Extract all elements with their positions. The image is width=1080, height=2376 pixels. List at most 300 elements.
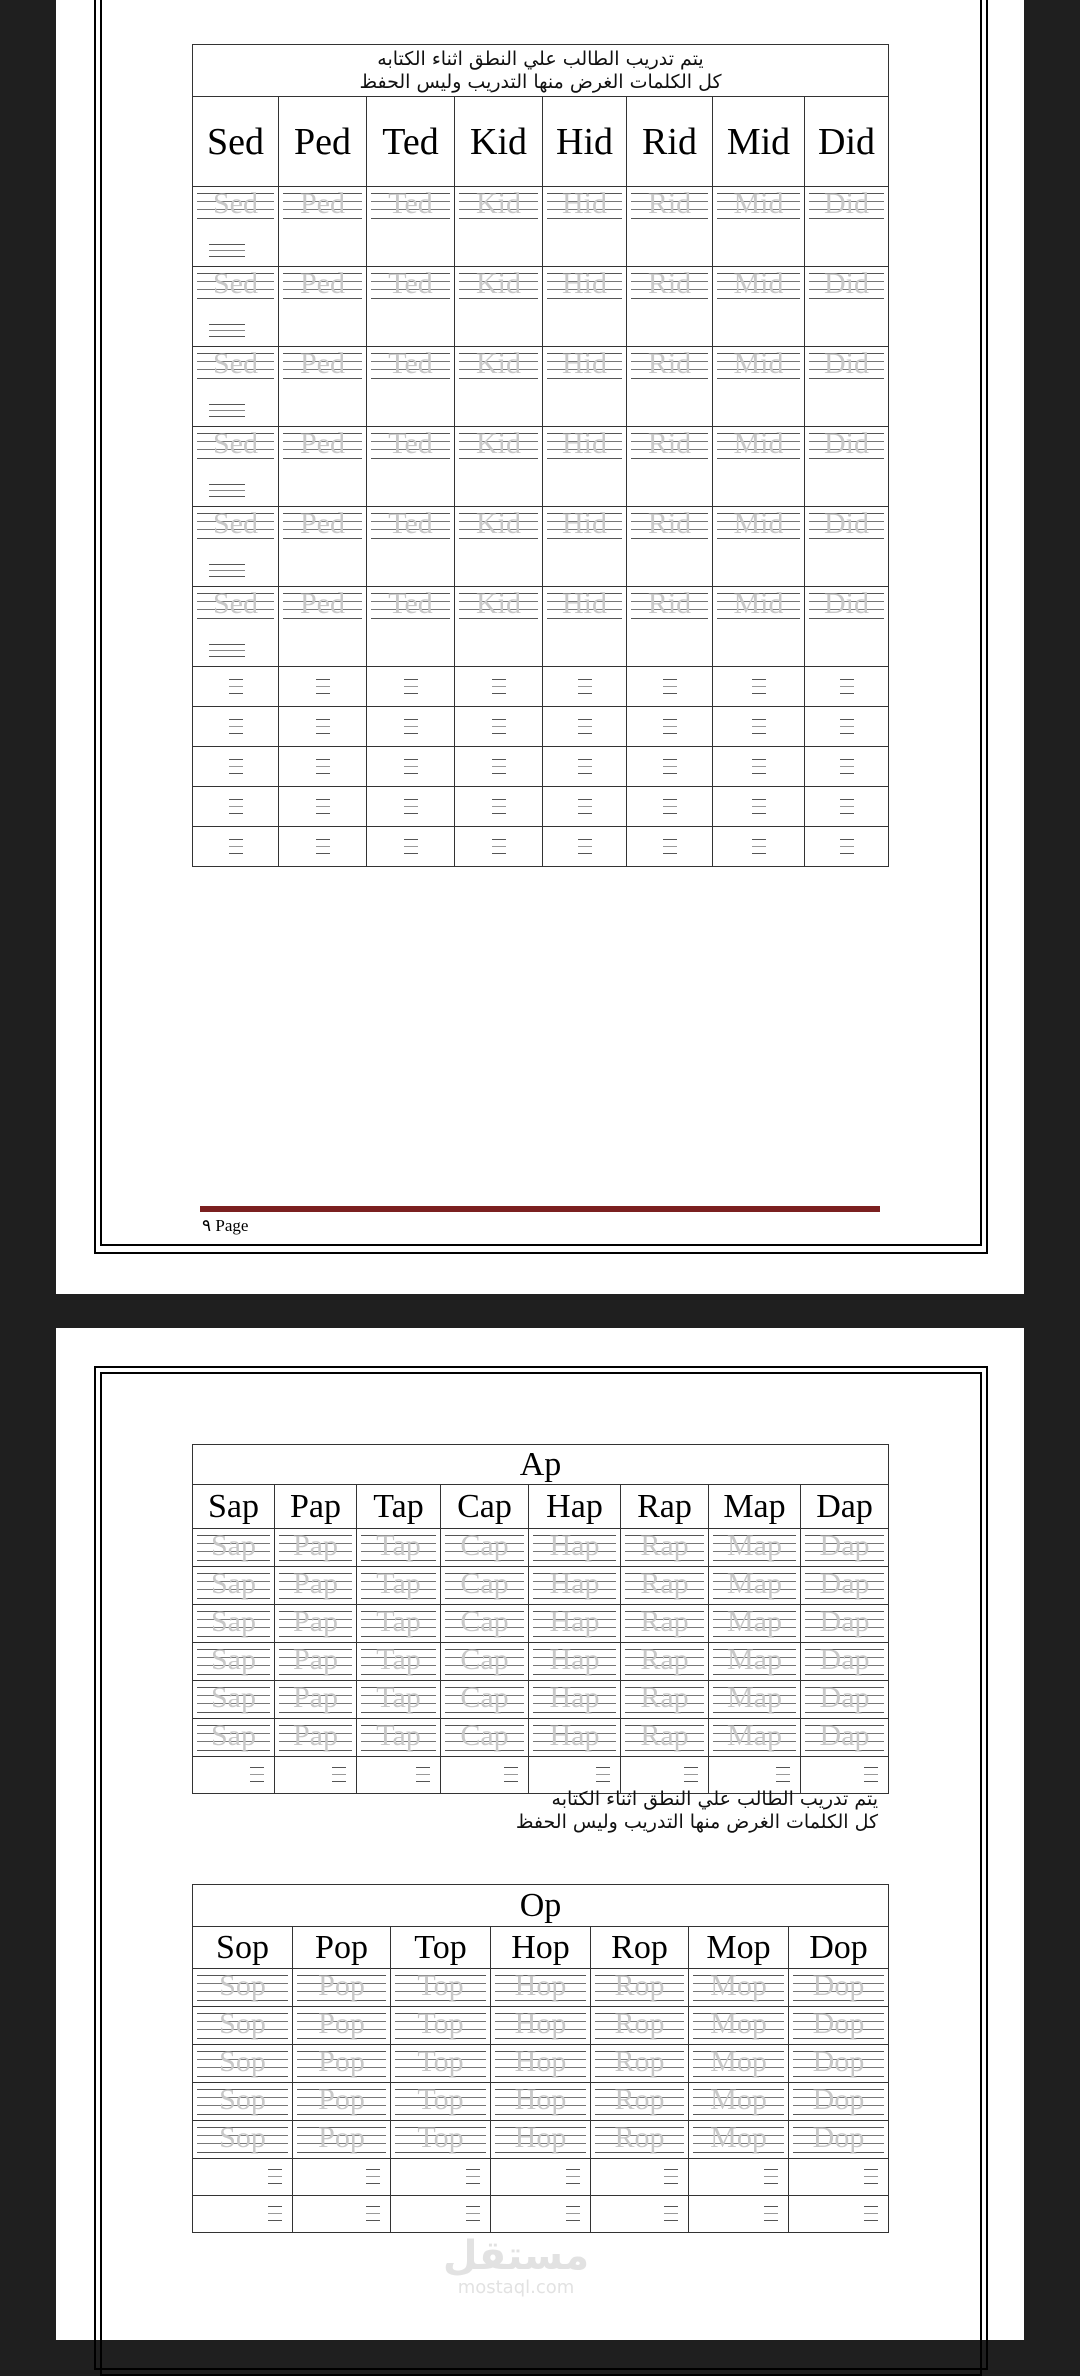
trace-word: Sop: [219, 2007, 266, 2040]
trace-cell[interactable]: [621, 1605, 708, 1642]
trace-word: Tap: [376, 1605, 421, 1638]
trace-cell[interactable]: [193, 587, 278, 666]
trace-cell[interactable]: [491, 2045, 590, 2082]
handwriting-guide-lines: [664, 2169, 678, 2185]
trace-cell[interactable]: [713, 187, 804, 266]
trace-cell[interactable]: [529, 1643, 620, 1680]
blank-practice-cell[interactable]: [455, 747, 542, 786]
trace-cell[interactable]: [293, 2007, 390, 2044]
blank-practice-cell[interactable]: [455, 827, 542, 866]
blank-practice-cell[interactable]: [367, 827, 454, 866]
trace-cell[interactable]: [367, 187, 454, 266]
blank-practice-cell[interactable]: [543, 787, 626, 826]
trace-cell[interactable]: [391, 1969, 490, 2006]
trace-word: Pop: [318, 2045, 365, 2078]
trace-word: Rap: [640, 1605, 689, 1638]
trace-cell[interactable]: [689, 2007, 788, 2044]
handwriting-guide-lines: [864, 1767, 878, 1783]
trace-cell[interactable]: [455, 347, 542, 426]
trace-cell[interactable]: [491, 2083, 590, 2120]
blank-practice-cell[interactable]: [591, 2196, 688, 2232]
trace-word: Sap: [211, 1605, 256, 1638]
blank-practice-cell[interactable]: [367, 667, 454, 706]
blank-practice-cell[interactable]: [789, 2159, 888, 2195]
trace-word: Hid: [562, 587, 607, 620]
blank-practice-cell[interactable]: [455, 707, 542, 746]
header-word-sed: Sed: [193, 97, 279, 187]
trace-cell[interactable]: [529, 1605, 620, 1642]
handwriting-guide-lines: [864, 2169, 878, 2185]
trace-row: [193, 1643, 889, 1681]
trace-cell[interactable]: [621, 1529, 708, 1566]
blank-practice-row: [193, 747, 889, 787]
document-page-10: [56, 1328, 1024, 2340]
trace-row: [193, 1681, 889, 1719]
handwriting-guide-lines: [752, 759, 766, 775]
trace-cell[interactable]: [455, 267, 542, 346]
trace-cell[interactable]: [689, 2083, 788, 2120]
trace-cell[interactable]: [709, 1529, 800, 1566]
blank-practice-cell[interactable]: [367, 747, 454, 786]
trace-cell[interactable]: [441, 1719, 528, 1756]
trace-cell[interactable]: [367, 507, 454, 586]
trace-word: Pop: [318, 1969, 365, 2002]
handwriting-guide-lines: [752, 799, 766, 815]
trace-cell[interactable]: [543, 507, 626, 586]
blank-practice-cell[interactable]: [713, 787, 804, 826]
trace-word: Cap: [460, 1567, 509, 1600]
trace-word: Sop: [219, 1969, 266, 2002]
trace-cell[interactable]: [801, 1643, 888, 1680]
handwriting-guide-lines: [466, 2206, 480, 2222]
header-word-top: Top: [391, 1927, 491, 1969]
blank-practice-cell[interactable]: [193, 707, 278, 746]
instruction-line-1: يتم تدريب الطالب علي النطق اثناء الكتابه: [551, 1788, 878, 1810]
trace-cell[interactable]: [441, 1567, 528, 1604]
trace-cell[interactable]: [621, 1643, 708, 1680]
trace-cell[interactable]: [367, 427, 454, 506]
header-word-hid: Hid: [543, 97, 627, 187]
trace-cell[interactable]: [275, 1567, 356, 1604]
trace-cell[interactable]: [193, 1969, 292, 2006]
watermark-arabic: مستقل: [442, 2233, 590, 2279]
trace-word: Kid: [476, 507, 521, 540]
trace-cell[interactable]: [805, 267, 888, 346]
handwriting-guide-lines: [764, 2206, 778, 2222]
trace-cell[interactable]: [391, 2121, 490, 2158]
trace-row: [193, 267, 889, 347]
trace-cell[interactable]: [627, 587, 712, 666]
blank-practice-cell[interactable]: [491, 2196, 590, 2232]
handwriting-guide-lines: [229, 839, 243, 855]
trace-cell[interactable]: [689, 2121, 788, 2158]
trace-word: Tap: [376, 1529, 421, 1562]
trace-cell[interactable]: [713, 347, 804, 426]
trace-cell[interactable]: [801, 1605, 888, 1642]
blank-practice-cell[interactable]: [367, 787, 454, 826]
trace-cell[interactable]: [689, 1969, 788, 2006]
trace-word: Ted: [388, 427, 433, 460]
trace-cell[interactable]: [591, 2083, 688, 2120]
blank-practice-row: [193, 707, 889, 747]
blank-practice-cell[interactable]: [713, 827, 804, 866]
blank-practice-cell[interactable]: [805, 667, 888, 706]
trace-cell[interactable]: [193, 507, 278, 586]
trace-cell[interactable]: [275, 1681, 356, 1718]
trace-cell[interactable]: [543, 187, 626, 266]
trace-cell[interactable]: [713, 267, 804, 346]
trace-cell[interactable]: [441, 1681, 528, 1718]
word-header-row: [193, 97, 889, 187]
handwriting-guide-lines: [209, 644, 245, 662]
trace-cell[interactable]: [357, 1605, 440, 1642]
blank-practice-cell[interactable]: [193, 747, 278, 786]
trace-word: Map: [727, 1605, 782, 1638]
handwriting-guide-lines: [492, 759, 506, 775]
trace-cell[interactable]: [543, 267, 626, 346]
trace-cell[interactable]: [293, 2083, 390, 2120]
trace-cell[interactable]: [709, 1681, 800, 1718]
trace-word: Dap: [819, 1567, 870, 1600]
trace-word: Hid: [562, 507, 607, 540]
blank-practice-cell[interactable]: [279, 747, 366, 786]
trace-cell[interactable]: [801, 1681, 888, 1718]
header-word-pop: Pop: [293, 1927, 391, 1969]
trace-cell[interactable]: [627, 187, 712, 266]
trace-cell[interactable]: [193, 2121, 292, 2158]
trace-word: Ped: [300, 507, 345, 540]
trace-cell[interactable]: [491, 2007, 590, 2044]
blank-practice-cell[interactable]: [805, 707, 888, 746]
trace-cell[interactable]: [627, 507, 712, 586]
trace-cell[interactable]: [713, 427, 804, 506]
trace-cell[interactable]: [193, 1643, 274, 1680]
trace-cell[interactable]: [293, 2121, 390, 2158]
blank-practice-cell[interactable]: [627, 827, 712, 866]
handwriting-guide-lines: [684, 1767, 698, 1783]
trace-cell[interactable]: [529, 1719, 620, 1756]
handwriting-guide-lines: [504, 1767, 518, 1783]
trace-row: [193, 1719, 889, 1757]
blank-practice-cell[interactable]: [491, 2159, 590, 2195]
blank-practice-cell[interactable]: [789, 2196, 888, 2232]
trace-cell[interactable]: [357, 1529, 440, 1566]
trace-cell[interactable]: [591, 2045, 688, 2082]
blank-practice-cell[interactable]: [627, 707, 712, 746]
trace-cell[interactable]: [805, 187, 888, 266]
blank-practice-cell[interactable]: [279, 827, 366, 866]
trace-word: Ted: [388, 587, 433, 620]
trace-cell[interactable]: [529, 1567, 620, 1604]
blank-practice-cell[interactable]: [367, 707, 454, 746]
trace-cell[interactable]: [279, 587, 366, 666]
header-word-cap: Cap: [441, 1485, 529, 1529]
trace-word: Rid: [647, 587, 692, 620]
trace-word: Mid: [733, 347, 784, 380]
trace-cell[interactable]: [293, 2045, 390, 2082]
blank-practice-cell[interactable]: [543, 667, 626, 706]
blank-practice-cell[interactable]: [627, 787, 712, 826]
blank-practice-cell[interactable]: [193, 827, 278, 866]
blank-practice-cell[interactable]: [293, 2196, 390, 2232]
trace-word: Pap: [293, 1719, 338, 1752]
trace-cell[interactable]: [789, 2007, 888, 2044]
trace-cell[interactable]: [591, 2121, 688, 2158]
blank-practice-cell[interactable]: [627, 747, 712, 786]
blank-practice-cell[interactable]: [193, 2159, 292, 2195]
handwriting-guide-lines: [578, 719, 592, 735]
trace-cell[interactable]: [689, 2045, 788, 2082]
trace-cell[interactable]: [367, 587, 454, 666]
trace-word: Hap: [549, 1681, 600, 1714]
trace-cell[interactable]: [293, 1969, 390, 2006]
trace-word: Cap: [460, 1719, 509, 1752]
trace-word: Hop: [514, 2083, 567, 2116]
blank-practice-cell[interactable]: [293, 2159, 390, 2195]
trace-cell[interactable]: [391, 2007, 490, 2044]
trace-word: Map: [727, 1643, 782, 1676]
blank-practice-cell[interactable]: [193, 667, 278, 706]
trace-cell[interactable]: [805, 427, 888, 506]
blank-practice-cell[interactable]: [713, 707, 804, 746]
blank-practice-cell[interactable]: [689, 2196, 788, 2232]
trace-cell[interactable]: [543, 427, 626, 506]
trace-word: Hop: [514, 2045, 567, 2078]
trace-cell[interactable]: [709, 1567, 800, 1604]
trace-cell[interactable]: [193, 1719, 274, 1756]
trace-cell[interactable]: [193, 267, 278, 346]
trace-cell[interactable]: [357, 1643, 440, 1680]
trace-cell[interactable]: [193, 2007, 292, 2044]
trace-cell[interactable]: [621, 1567, 708, 1604]
trace-cell[interactable]: [801, 1719, 888, 1756]
trace-cell[interactable]: [357, 1719, 440, 1756]
handwriting-guide-lines: [209, 484, 245, 502]
trace-cell[interactable]: [621, 1681, 708, 1718]
handwriting-guide-lines: [229, 799, 243, 815]
trace-word: Sap: [211, 1719, 256, 1752]
handwriting-guide-lines: [316, 839, 330, 855]
blank-practice-cell[interactable]: [713, 667, 804, 706]
trace-row: [193, 427, 889, 507]
blank-practice-cell[interactable]: [279, 787, 366, 826]
trace-cell[interactable]: [367, 267, 454, 346]
trace-cell[interactable]: [627, 267, 712, 346]
handwriting-guide-lines: [404, 799, 418, 815]
trace-cell[interactable]: [805, 347, 888, 426]
blank-practice-cell[interactable]: [805, 827, 888, 866]
trace-cell[interactable]: [709, 1643, 800, 1680]
trace-cell[interactable]: [279, 507, 366, 586]
trace-word: Map: [727, 1681, 782, 1714]
trace-word: Mid: [733, 427, 784, 460]
trace-cell[interactable]: [789, 2121, 888, 2158]
trace-cell[interactable]: [193, 2045, 292, 2082]
trace-cell[interactable]: [279, 427, 366, 506]
handwriting-guide-lines: [578, 679, 592, 695]
blank-practice-cell[interactable]: [455, 787, 542, 826]
trace-cell[interactable]: [193, 1567, 274, 1604]
trace-cell[interactable]: [193, 187, 278, 266]
trace-cell[interactable]: [801, 1567, 888, 1604]
trace-word: Ped: [300, 267, 345, 300]
trace-word: Pap: [293, 1605, 338, 1638]
trace-word: Dop: [812, 2121, 865, 2154]
blank-practice-cell[interactable]: [279, 667, 366, 706]
handwriting-guide-lines: [840, 799, 854, 815]
trace-cell[interactable]: [279, 347, 366, 426]
trace-cell[interactable]: [279, 187, 366, 266]
trace-cell[interactable]: [275, 1719, 356, 1756]
trace-word: Ped: [300, 347, 345, 380]
handwriting-guide-lines: [209, 564, 245, 582]
trace-cell[interactable]: [441, 1643, 528, 1680]
trace-word: Rid: [647, 427, 692, 460]
header-word-pap: Pap: [275, 1485, 357, 1529]
trace-cell[interactable]: [391, 2045, 490, 2082]
trace-cell[interactable]: [357, 1681, 440, 1718]
blank-practice-cell[interactable]: [193, 787, 278, 826]
trace-row: [193, 2007, 889, 2045]
header-word-rap: Rap: [621, 1485, 709, 1529]
blank-practice-cell[interactable]: [713, 747, 804, 786]
trace-cell[interactable]: [805, 587, 888, 666]
trace-word: Pop: [318, 2083, 365, 2116]
trace-word: Did: [824, 267, 869, 300]
trace-cell[interactable]: [275, 1643, 356, 1680]
blank-practice-cell[interactable]: [543, 827, 626, 866]
trace-cell[interactable]: [709, 1719, 800, 1756]
trace-cell[interactable]: [789, 2083, 888, 2120]
blank-practice-cell[interactable]: [391, 2159, 490, 2195]
trace-cell[interactable]: [713, 507, 804, 586]
trace-word: Dop: [812, 2083, 865, 2116]
trace-cell[interactable]: [789, 1969, 888, 2006]
trace-cell[interactable]: [591, 2007, 688, 2044]
header-word-mid: Mid: [713, 97, 805, 187]
header-word-mop: Mop: [689, 1927, 789, 1969]
handwriting-guide-lines: [229, 679, 243, 695]
trace-cell[interactable]: [455, 427, 542, 506]
trace-cell[interactable]: [441, 1605, 528, 1642]
handwriting-guide-lines: [752, 839, 766, 855]
instruction-cell: [193, 45, 889, 97]
blank-practice-cell[interactable]: [279, 707, 366, 746]
trace-cell[interactable]: [391, 2083, 490, 2120]
trace-cell[interactable]: [529, 1529, 620, 1566]
trace-word: Hop: [514, 2121, 567, 2154]
blank-practice-cell[interactable]: [543, 707, 626, 746]
trace-cell[interactable]: [627, 427, 712, 506]
trace-word: Rop: [614, 2045, 665, 2078]
trace-word: Map: [727, 1529, 782, 1562]
trace-word: Did: [824, 427, 869, 460]
trace-word: Kid: [476, 187, 521, 220]
trace-cell[interactable]: [543, 347, 626, 426]
trace-row: [193, 347, 889, 427]
trace-word: Sed: [213, 507, 258, 540]
blank-practice-cell[interactable]: [591, 2159, 688, 2195]
trace-cell[interactable]: [455, 507, 542, 586]
trace-word: Cap: [460, 1529, 509, 1562]
trace-cell[interactable]: [801, 1529, 888, 1566]
trace-cell[interactable]: [591, 1969, 688, 2006]
trace-cell[interactable]: [193, 1605, 274, 1642]
trace-cell[interactable]: [805, 507, 888, 586]
trace-word: Ted: [388, 187, 433, 220]
trace-cell[interactable]: [627, 347, 712, 426]
blank-practice-cell[interactable]: [193, 2196, 292, 2232]
trace-cell[interactable]: [713, 587, 804, 666]
blank-practice-cell[interactable]: [689, 2159, 788, 2195]
trace-cell[interactable]: [543, 587, 626, 666]
trace-cell[interactable]: [357, 1567, 440, 1604]
handwriting-guide-lines: [566, 2169, 580, 2185]
blank-practice-cell[interactable]: [627, 667, 712, 706]
blank-practice-cell[interactable]: [805, 787, 888, 826]
trace-cell[interactable]: [275, 1605, 356, 1642]
handwriting-guide-lines: [664, 2206, 678, 2222]
trace-word: Dap: [819, 1719, 870, 1752]
trace-cell[interactable]: [529, 1681, 620, 1718]
trace-cell[interactable]: [441, 1529, 528, 1566]
header-word-ped: Ped: [279, 97, 367, 187]
handwriting-guide-lines: [268, 2169, 282, 2185]
handwriting-guide-lines: [209, 404, 245, 422]
handwriting-guide-lines: [492, 839, 506, 855]
blank-practice-row: [193, 827, 889, 867]
trace-cell[interactable]: [193, 1529, 274, 1566]
trace-cell[interactable]: [193, 2083, 292, 2120]
header-word-rid: Rid: [627, 97, 713, 187]
trace-word: Sop: [219, 2083, 266, 2116]
trace-word: Kid: [476, 587, 521, 620]
trace-cell[interactable]: [491, 1969, 590, 2006]
footer-rule: [200, 1206, 880, 1212]
trace-word: Dap: [819, 1605, 870, 1638]
trace-word: Mid: [733, 267, 784, 300]
blank-practice-cell[interactable]: [543, 747, 626, 786]
trace-word: Top: [417, 2045, 464, 2078]
trace-cell[interactable]: [455, 187, 542, 266]
blank-practice-cell[interactable]: [455, 667, 542, 706]
trace-cell[interactable]: [491, 2121, 590, 2158]
trace-word: Dap: [819, 1643, 870, 1676]
blank-practice-cell[interactable]: [805, 747, 888, 786]
trace-row: [193, 1567, 889, 1605]
header-word-rop: Rop: [591, 1927, 689, 1969]
trace-cell[interactable]: [275, 1529, 356, 1566]
trace-row: [193, 587, 889, 667]
blank-practice-cell[interactable]: [391, 2196, 490, 2232]
trace-word: Pap: [293, 1529, 338, 1562]
trace-cell[interactable]: [709, 1605, 800, 1642]
trace-cell[interactable]: [789, 2045, 888, 2082]
trace-cell[interactable]: [455, 587, 542, 666]
handwriting-guide-lines: [316, 799, 330, 815]
trace-word: Mop: [710, 2007, 767, 2040]
trace-word: Pap: [293, 1681, 338, 1714]
trace-word: Hop: [514, 2007, 567, 2040]
trace-cell[interactable]: [193, 347, 278, 426]
trace-cell[interactable]: [367, 347, 454, 426]
handwriting-guide-lines: [332, 1767, 346, 1783]
trace-cell[interactable]: [193, 427, 278, 506]
trace-cell[interactable]: [193, 1681, 274, 1718]
trace-cell[interactable]: [621, 1719, 708, 1756]
trace-cell[interactable]: [279, 267, 366, 346]
handwriting-guide-lines: [209, 244, 245, 262]
